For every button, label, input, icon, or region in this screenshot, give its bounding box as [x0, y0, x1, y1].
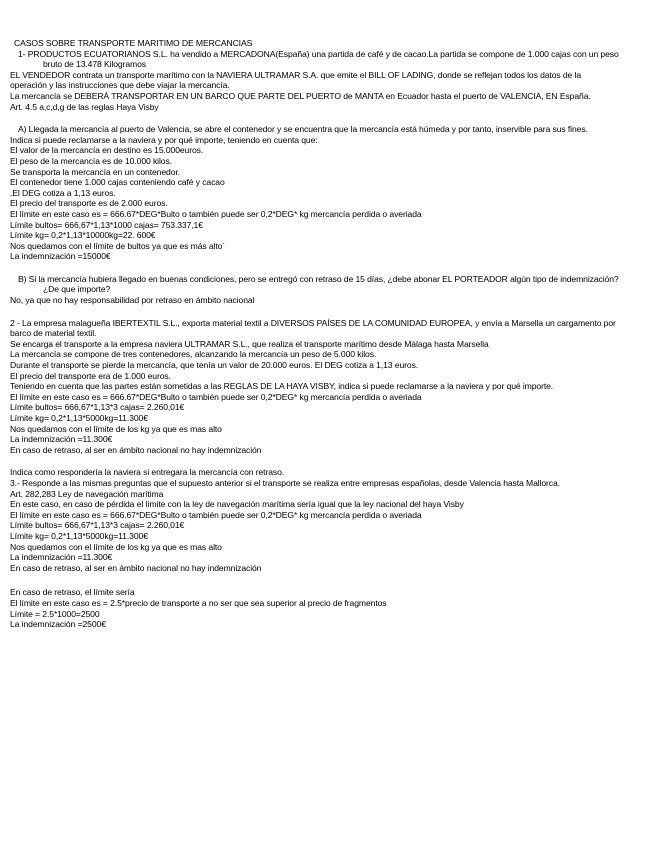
paragraph: Indica si puede reclamarse a la naviera y por qué importe, teniendo en cuenta que: [10, 134, 318, 145]
paragraph: Nos quedamos con el límite de los kg ya que es mas alto [10, 423, 222, 434]
limit-kg: Límite kg= 0,2*1,13*10000kg=22. 600€ [10, 230, 156, 241]
paragraph: Se transporta la mercancía en un contenedor. [10, 166, 180, 177]
indemnity: La indemnización =11.300€ [10, 552, 113, 563]
indemnity: La indemnización =11.300€ [10, 434, 113, 445]
paragraph: La mercancía se compone de tres contenedores, alcanzando la mercancía un peso de 5.000 kilos. [10, 349, 377, 360]
spacer [10, 262, 620, 274]
limit-formula: El límite en este caso es = 666.67*DEG*Bulto o también puede ser 0,2*DEG* kg mercancía perdida o averiada [10, 208, 422, 219]
paragraph: Se encarga el transporte a la empresa naviera ULTRAMAR S.L., que realiza el transporte marítimo desde Málaga hasta Marsella [10, 338, 489, 349]
paragraph: El peso de la mercancía es de 10.000 kilos. [10, 155, 172, 166]
limit-packages: Límite bultos= 666,67*1,13*3 cajas= 2.260,01€ [10, 520, 185, 531]
paragraph: Durante el transporte se pierde la mercancía, que tenía un valor de 20.000 euros. El DEG cotiza a 1,13 euros. [10, 360, 419, 371]
question-a: A) Llegada la mercancía al puerto de Valencia, se abre el contenedor y se encuentra que la mercancía está húmeda y por tanto, inservible para sus fines. [18, 124, 588, 135]
paragraph: El precio del transporte era de 1.000 euros. [10, 370, 171, 381]
spacer [10, 112, 620, 124]
indemnity: La indemnización =15000€ [10, 251, 111, 262]
paragraph: Art. 4.5 a,c,d,g de las reglas Haya Visby [10, 101, 159, 112]
paragraph: En caso de retraso, el límite sería [10, 587, 135, 598]
paragraph: Nos quedamos con el límite de bultos ya que es más alto´ [10, 240, 226, 251]
limit-amount: Límite = 2.5*1000=2500 [10, 608, 100, 619]
paragraph: El valor de la mercancía en destino es 15.000euros. [10, 145, 204, 156]
paragraph: Indica como respondería la naviera si entregara la mercancía con retraso. [10, 467, 285, 478]
limit-formula: El límite en este caso es = 666.67*DEG*Bulto o también puede ser 0,2*DEG* kg mercancía perdida o averiada [10, 509, 422, 520]
paragraph: .El DEG cotiza a 1,13 euros. [10, 187, 116, 198]
question-b: B) Si la mercancía hubiera llegado en buenas condiciones, pero se entregó con retraso de 15 días, ¿debe abonar EL PORTEADOR algún tipo de indemnización? ¿De que importe? [18, 273, 619, 295]
paragraph: La mercancía se DEBERÁ TRANSPORTAR EN UN BARCO QUE PARTE DEL PUERTO de MANTA en Ecuador hasta el puerto de VALENCIA, EN España. [10, 90, 591, 101]
paragraph: El contenedor tiene 1.000 cajas conteniendo café y cacao [10, 177, 225, 188]
paragraph: El precio del transporte es de 2.000 euros. [10, 198, 168, 209]
paragraph: En caso de retraso, al ser en ámbito nacional no hay indemnización [10, 562, 262, 573]
paragraph: EL VENDEDOR contrata un transporte marítimo con la NAVIERA ULTRAMAR S.A. que emite el BILL OF LADING, donde se reflejan todos los datos de la operación y las instrucciones que debe viajar la mercancía. [10, 69, 582, 91]
limit-formula: El límite en este caso es = 2.5*precio de transporte a no ser que sea superior al precio de fragmentos [10, 597, 387, 608]
spacer [10, 306, 620, 318]
paragraph: En este caso, en caso de pérdida el límite con la ley de navegación marítima sería igual que la ley nacional del haya Visby [10, 499, 464, 510]
paragraph: Nos quedamos con el límite de los kg ya que es mas alto [10, 541, 222, 552]
case2-intro: 2 - La empresa malagueña IBERTEXTIL S.L., exporta material textil a DIVERSOS PAÍSES DE LA COMUNIDAD EUROPEA, y envía a Marsella un cargamento por barco de material textil. [10, 317, 616, 339]
case1-intro: 1- PRODUCTOS ECUATORIANOS S.L. ha vendido a MERCADONA(España) una partida de café y de cacao.La partida se compone de 1.000 cajas con un peso bruto de 13.478 Kilogramos [18, 48, 619, 70]
document-title: CASOS SOBRE TRANSPORTE MARITIMO DE MERCANCIAS [14, 38, 253, 48]
spacer [10, 455, 620, 467]
limit-formula: El límite en este caso es = 666.67*DEG*Bulto o también puede ser 0,2*DEG* kg mercancía perdida o averiada [10, 391, 422, 402]
case3-intro: 3.- Responde a las mismas preguntas que el supuesto anterior si el transporte se realiza entre empresas españolas, desde Valencia hasta Mallorca. [10, 477, 560, 488]
document-body [10, 38, 620, 630]
indemnity: La indemnización =2500€ [10, 619, 106, 630]
limit-packages: Límite bultos= 666,67*1,13*3 cajas= 2.260,01€ [10, 402, 185, 413]
limit-kg: Límite kg= 0,2*1,13*5000kg=11.300€ [10, 413, 148, 423]
spacer [10, 573, 620, 587]
paragraph: Art. 282,283 Ley de navegación marítima [10, 488, 164, 499]
limit-packages: Límite bultos= 666,67*1,13*1000 cajas= 753.337,1€ [10, 219, 203, 230]
paragraph: En caso de retraso, al ser en ámbito nacional no hay indemnización [10, 444, 262, 455]
limit-kg: Límite kg= 0,2*1,13*5000kg=11.300€ [10, 530, 148, 541]
paragraph: Teniendo en cuenta que las partes están sometidas a las REGLAS DE LA HAYA VISBY, indica si puede reclamarse a la naviera y por qué importe. [10, 381, 554, 392]
paragraph: No, ya que no hay responsabilidad por retraso en ámbito nacional [10, 295, 255, 306]
